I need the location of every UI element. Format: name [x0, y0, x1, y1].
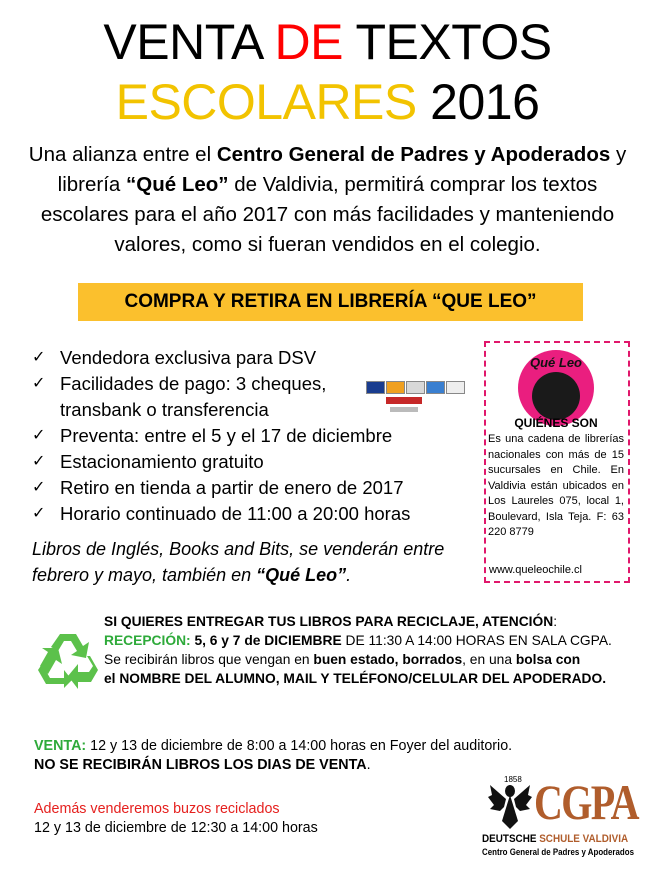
venta-label: VENTA:: [34, 738, 87, 754]
list-item-text: Facilidades de pago: 3 cheques,: [60, 373, 327, 394]
card-icon: [446, 381, 465, 394]
check-icon: ✓: [32, 427, 46, 444]
redcompra-icon: [386, 397, 422, 404]
list-item-text: Estacionamiento gratuito: [60, 451, 264, 472]
recycling-conditions: [104, 650, 644, 669]
redcompra-tagline-icon: [390, 407, 418, 412]
recepcion-label: RECEPCIÓN:: [104, 633, 191, 648]
recycling-title: [104, 612, 644, 631]
title-de: DE: [274, 14, 343, 70]
quienes-son-title: QUIÉNES SON: [514, 416, 598, 430]
recycling-title-text: SI QUIERES ENTREGAR TUS LIBROS PARA RECICLAJE, ATENCIÓN: [104, 614, 554, 629]
list-item-text: Preventa: entre el 5 y el 17 de diciembre: [60, 425, 393, 446]
list-item: [32, 345, 472, 371]
intro-text-2: y librería: [57, 143, 627, 196]
quienes-son-body: Es una cadena de librerías nacionales con más de 15 sucursales en Chile. En Valdivia están ubicados en Los Laureles 075, local 1, Boulevard, Isla Teja. F: 63 220 8779: [488, 433, 624, 538]
english-note-end: .: [346, 565, 352, 585]
check-icon: ✓: [32, 479, 46, 496]
recepcion-dates: 5, 6 y 7 de DICIEMBRE: [190, 633, 342, 648]
cgpa-deutsche: DEUTSCHE: [482, 833, 540, 845]
check-icon: ✓: [32, 375, 46, 392]
list-item-text: Horario continuado de 11:00 a 20:00 horas: [60, 503, 411, 524]
intro-text-1: Una alianza entre el: [28, 143, 217, 166]
cgpa-schule: SCHULE: [539, 833, 580, 845]
venta-section: [34, 737, 644, 775]
english-note-queleo: “Qué Leo”: [256, 565, 347, 585]
check-icon: ✓: [32, 349, 46, 366]
list-item: [32, 423, 472, 449]
title-line-1: [0, 14, 655, 70]
recycling-notice: [104, 612, 644, 688]
payment-cards-icon: [364, 375, 462, 417]
cgpa-letters: CGPA: [534, 774, 638, 830]
recycling-title-colon: :: [553, 614, 558, 629]
conditions-text-1: Se recibirán libros que vengan en: [104, 652, 314, 667]
recycling-label-requirements: [104, 669, 644, 688]
cgpa-school-name: [482, 833, 629, 845]
que-leo-logo-text: Qué Leo: [529, 355, 582, 370]
queleo-website: www.queleochile.cl: [489, 564, 582, 576]
mastercard-icon: [386, 381, 405, 394]
intro-paragraph: [14, 140, 641, 260]
intro-queleo: “Qué Leo”: [126, 173, 229, 196]
venta-warning-text: NO SE RECIBIRÁN LIBROS LOS DIAS DE VENTA: [34, 757, 367, 773]
intro-text-3: de Valdivia, permitirá comprar los textos escolares para el año 2017 con más facilidades y manteniendo valores, como si fueran vendidos en el colegio.: [40, 173, 615, 256]
title-venta: VENTA: [103, 14, 275, 70]
title-year: 2016: [416, 74, 540, 130]
list-item-text: Vendedora exclusiva para DSV: [60, 347, 317, 368]
buzos-announcement: Además venderemos buzos reciclados: [34, 801, 280, 817]
reader-silhouette-icon: [532, 372, 580, 420]
que-leo-logo: [518, 350, 594, 426]
list-item-text: Retiro en tienda a partir de enero de 2017: [60, 477, 404, 498]
conditions-bold-2: bolsa con: [515, 652, 581, 667]
visa-card-icon: [366, 381, 385, 394]
venta-line: [34, 737, 644, 756]
conditions-bold-1: buen estado, borrados: [313, 652, 463, 667]
cgpa-year: 1858: [504, 775, 522, 784]
list-item: [32, 475, 472, 501]
recepcion-time: DE 11:30 A 14:00 HORAS EN SALA CGPA.: [341, 633, 612, 648]
intro-cgpa: Centro General de Padres y Apoderados: [216, 143, 611, 166]
cgpa-valdivia: VALDIVIA: [579, 833, 629, 845]
venta-text: 12 y 13 de diciembre de 8:00 a 14:00 horas en Foyer del auditorio.: [86, 738, 513, 754]
conditions-text-2: , en una: [462, 652, 516, 667]
title-escolares: ESCOLARES: [115, 74, 417, 130]
list-item-text: transbank o transferencia: [60, 399, 269, 420]
cgpa-logo: [482, 775, 642, 865]
check-icon: ✓: [32, 505, 46, 522]
buzos-schedule: 12 y 13 de diciembre de 12:30 a 14:00 horas: [34, 820, 318, 836]
label-requirements-text: el NOMBRE DEL ALUMNO, MAIL Y TELÉFONO/CELULAR DEL APODERADO.: [104, 671, 607, 686]
venta-warning-end: .: [366, 757, 371, 773]
amex-card-icon: [426, 381, 445, 394]
english-books-note: [32, 536, 462, 588]
banner-compra-retira: COMPRA Y RETIRA EN LIBRERÍA “QUE LEO”: [78, 283, 583, 321]
list-item: [32, 501, 472, 527]
venta-warning: [34, 756, 644, 775]
benefits-list: [32, 345, 472, 527]
english-note-text: Libros de Inglés, Books and Bits, se venderán entre febrero y mayo, también en: [32, 539, 445, 585]
title-textos: TEXTOS: [342, 14, 552, 70]
eagle-crest-icon: [488, 781, 532, 831]
recycling-reception: [104, 631, 644, 650]
card-icon: [406, 381, 425, 394]
list-item: [32, 449, 472, 475]
check-icon: ✓: [32, 453, 46, 470]
recycle-icon: [36, 628, 100, 692]
cgpa-full-name: Centro General de Padres y Apoderados: [482, 847, 634, 857]
title-line-2: [0, 74, 655, 130]
